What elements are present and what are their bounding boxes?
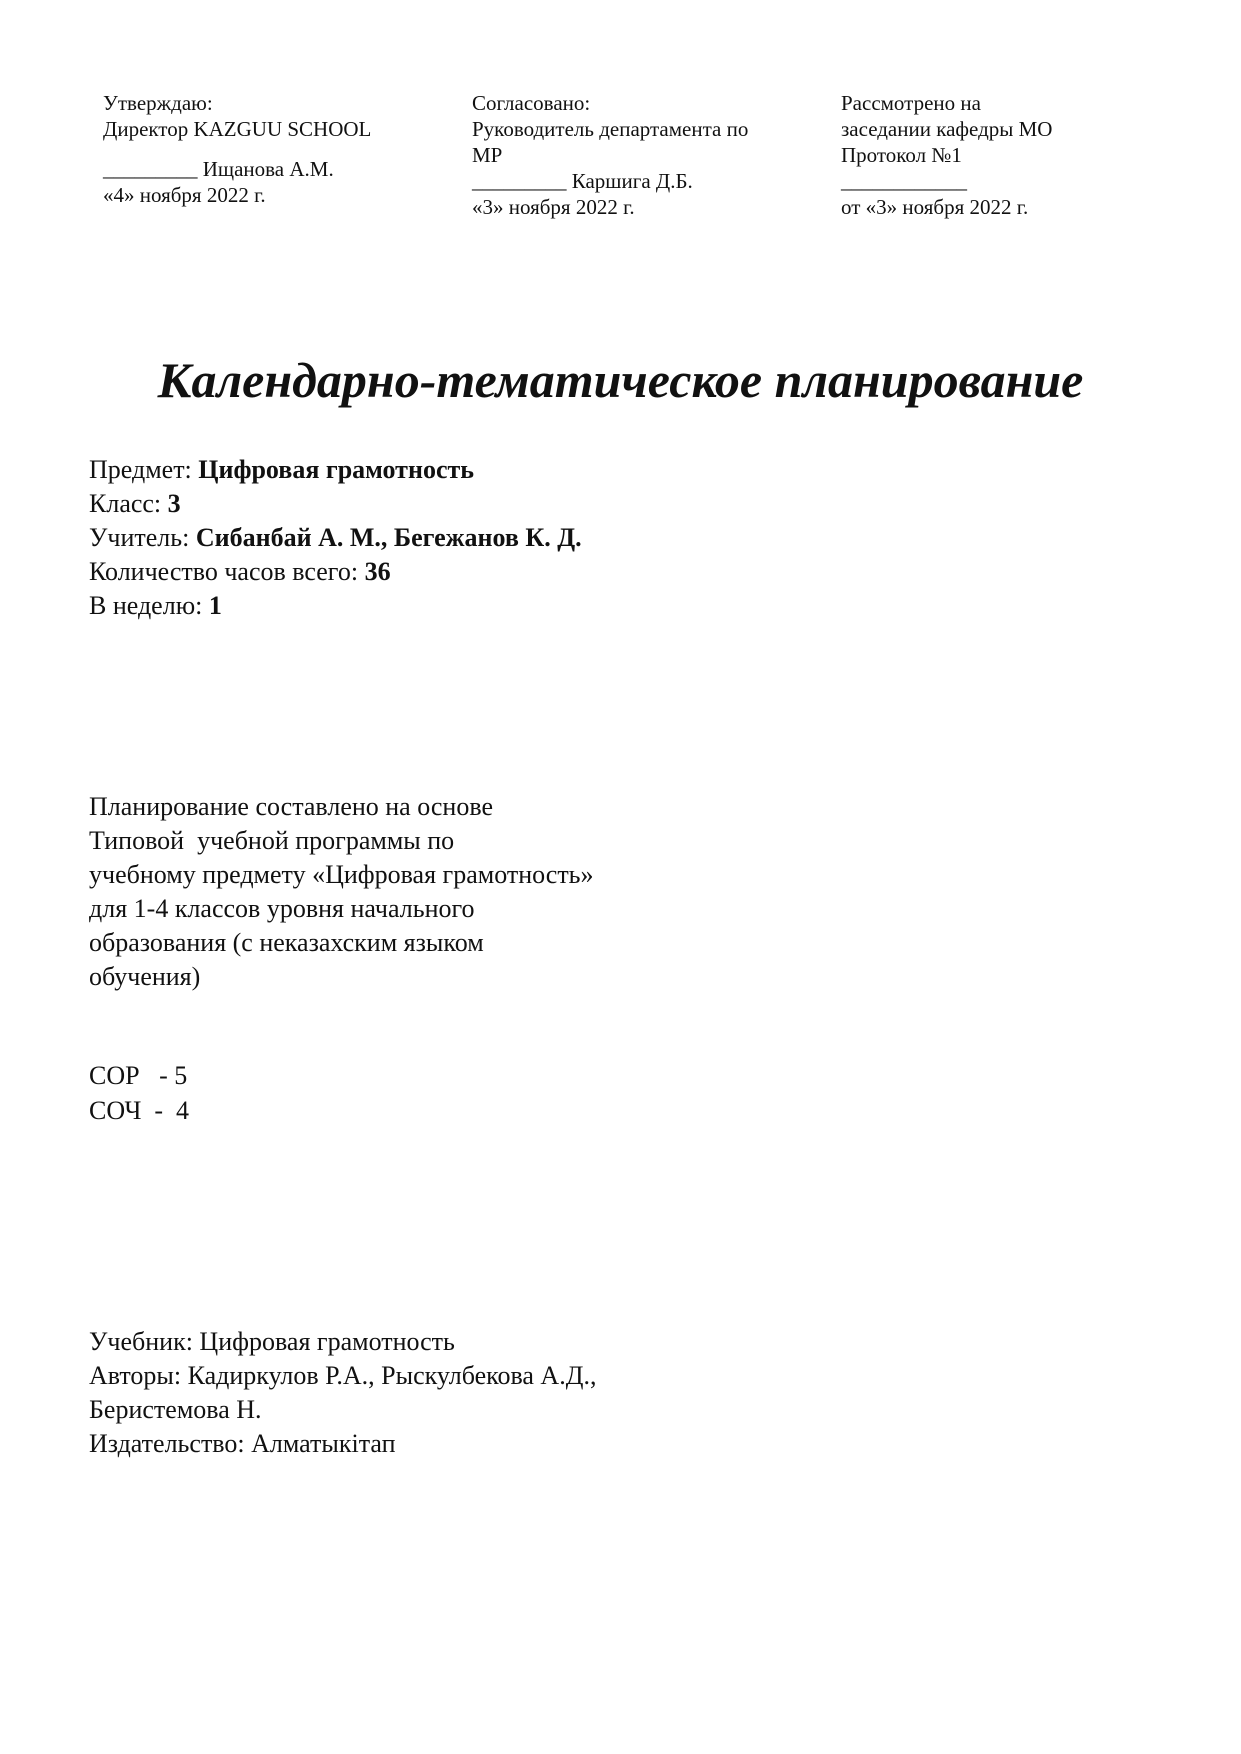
subject-value: Цифровая грамотность xyxy=(198,455,474,484)
textbook-title: Учебник: Цифровая грамотность xyxy=(89,1327,455,1356)
teacher-row xyxy=(89,521,582,555)
basis-line: учебному предмету «Цифровая грамотность» xyxy=(89,860,594,889)
approve-heading: Утверждаю: xyxy=(103,91,213,115)
subject-label: Предмет: xyxy=(89,455,199,484)
reviewed-signature: ____________ xyxy=(841,169,967,193)
reviewed-department: заседании кафедры МО xyxy=(841,117,1053,141)
hours-row xyxy=(89,555,582,589)
basis-line: Типовой учебной программы по xyxy=(89,826,455,855)
planning-basis xyxy=(89,790,594,994)
textbook-info xyxy=(89,1325,596,1461)
sor-count: СОР - 5 xyxy=(89,1061,188,1090)
basis-line: образования (с неказахским языком xyxy=(89,928,484,957)
soch-count: СОЧ - 4 xyxy=(89,1096,190,1125)
hours-label: Количество часов всего: xyxy=(89,557,365,586)
approve-position: Директор KAZGUU SCHOOL xyxy=(103,117,372,141)
agreed-position: Руководитель департамента по xyxy=(472,117,749,141)
assessment-counts xyxy=(89,1058,189,1128)
document-title: Календарно-тематическое планирование xyxy=(157,352,1084,408)
basis-line: Планирование составлено на основе xyxy=(89,792,493,821)
weekly-row xyxy=(89,589,582,623)
class-value: 3 xyxy=(167,489,181,518)
approval-block-agreed xyxy=(472,90,802,220)
class-row xyxy=(89,487,582,521)
class-label: Класс: xyxy=(89,489,168,518)
reviewed-heading: Рассмотрено на xyxy=(841,91,981,115)
approval-block-reviewed xyxy=(841,90,1171,220)
approve-date: «4» ноября 2022 г. xyxy=(103,183,266,207)
textbook-authors: Авторы: Кадиркулов Р.А., Рыскулбекова А.Д., xyxy=(89,1361,597,1390)
agreed-signature: _________ Каршига Д.Б. xyxy=(472,169,693,193)
course-info xyxy=(89,453,582,623)
textbook-authors-cont: Беристемова Н. xyxy=(89,1395,262,1424)
weekly-label: В неделю: xyxy=(89,591,209,620)
teacher-value: Сибанбай А. М., Бегежанов К. Д. xyxy=(195,523,582,552)
hours-value: 36 xyxy=(364,557,391,586)
agreed-heading: Согласовано: xyxy=(472,91,591,115)
agreed-date: «3» ноября 2022 г. xyxy=(472,195,635,219)
basis-line: обучения) xyxy=(89,962,201,991)
basis-line: для 1-4 классов уровня начального xyxy=(89,894,475,923)
approval-block-director xyxy=(103,90,433,208)
agreed-position-cont: МР xyxy=(472,143,503,167)
textbook-publisher: Издательство: Алматыкітап xyxy=(89,1429,396,1458)
teacher-label: Учитель: xyxy=(89,523,196,552)
weekly-value: 1 xyxy=(208,591,222,620)
reviewed-protocol: Протокол №1 xyxy=(841,143,962,167)
approve-signature: _________ Ищанова А.М. xyxy=(103,157,334,181)
subject-row xyxy=(89,453,582,487)
reviewed-date: от «3» ноября 2022 г. xyxy=(841,195,1029,219)
